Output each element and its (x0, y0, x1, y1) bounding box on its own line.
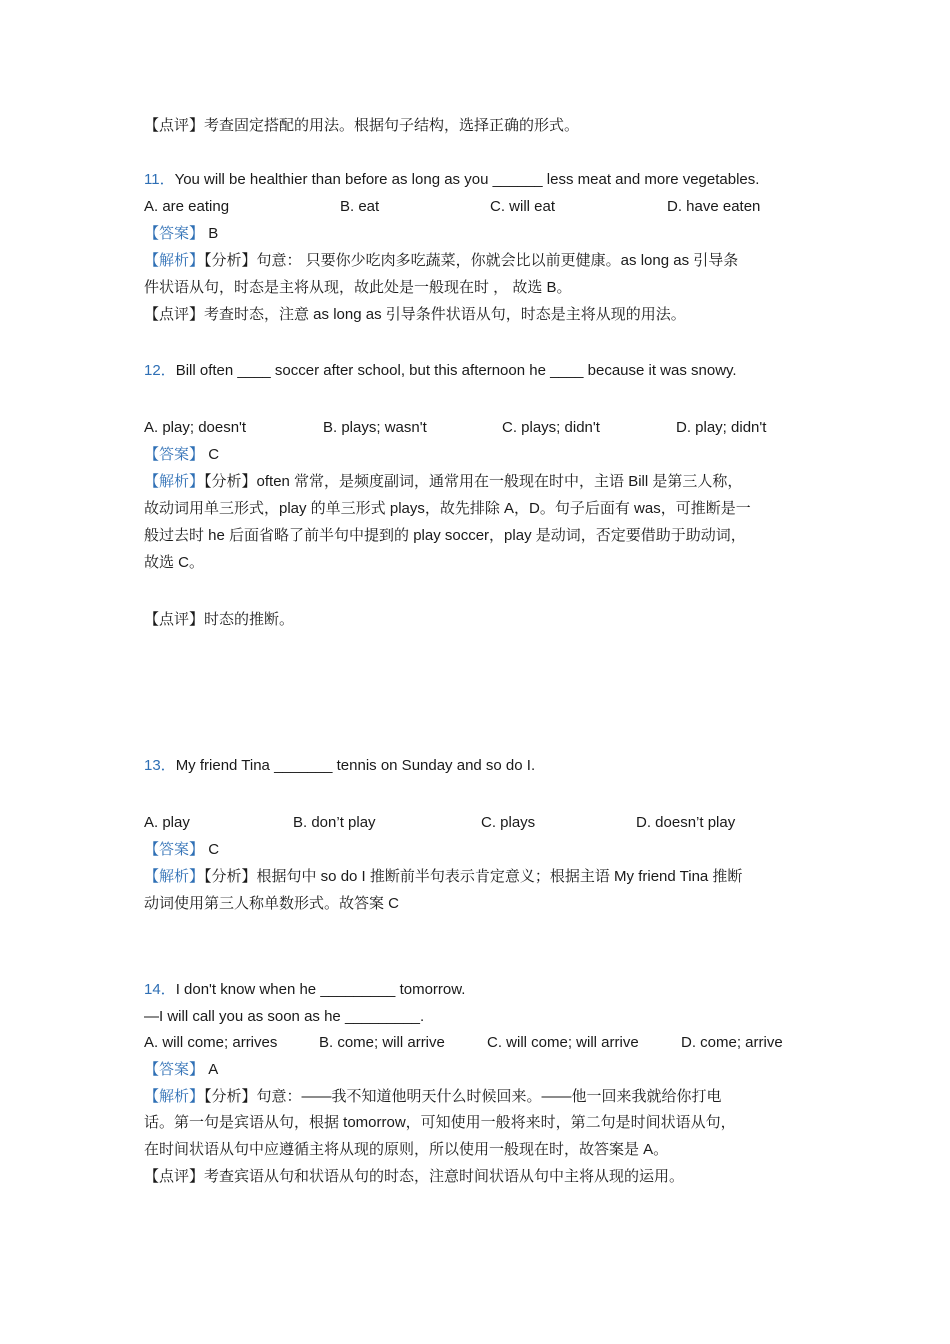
intro-comment (144, 116, 579, 136)
option-c: C. will come; will arrive (487, 1034, 639, 1051)
analysis-label: 【解析】 (144, 473, 205, 490)
option-c: C. plays (481, 814, 536, 831)
answer-label: 【答案】 (144, 1061, 205, 1078)
option-d: D. doesn’t play (636, 814, 736, 831)
stem-text: less meat and more vegetables. (542, 171, 760, 188)
comment-line (144, 305, 686, 325)
analysis-text: 【分析】根据句中 so do I 推断前半句表示肯定意义；根据主语 My friend Tina 推断 (204, 868, 743, 885)
answer-line (144, 840, 219, 860)
option-b: B. eat (340, 198, 380, 215)
question-number: 14． (144, 981, 176, 998)
answer-line (144, 1060, 218, 1080)
analysis-label: 【解析】 (144, 252, 205, 269)
question-14-line2 (144, 1007, 424, 1027)
analysis-line: 在时间状语从句中应遵循主将从现的原则，所以使用一般现在时，故答案是 A。 (144, 1141, 669, 1158)
answer-value: B (208, 225, 219, 242)
stem-text: Bill often (175, 362, 238, 379)
option-b: B. don’t play (293, 814, 376, 831)
answer-label: 【答案】 (144, 225, 205, 242)
option-d: D. come; arrive (681, 1034, 783, 1051)
analysis-line: 般过去时 he 后面省略了前半句中提到的 play soccer，play 是动词，否定要借助于助动词， (144, 527, 746, 544)
answer-label: 【答案】 (144, 446, 205, 463)
option-d: D. play; didn't (676, 419, 767, 436)
stem-text: I don't know when he (175, 981, 321, 998)
comment-line (144, 610, 294, 630)
option-c: C. will eat (490, 198, 556, 215)
stem-text: soccer after school, but this afternoon he (270, 362, 551, 379)
comment-text: 考查固定搭配的用法。根据句子结构，选择正确的形式。 (204, 117, 580, 134)
analysis-text: 【分析】often 常常，是频度副词，通常用在一般现在时中，主语 Bill 是第三人称， (204, 473, 743, 490)
answer-blank: _______ (274, 757, 333, 774)
option-a: A. play (144, 814, 190, 831)
answer-blank: _________ (344, 1008, 421, 1025)
option-c: C. plays; didn't (502, 419, 600, 436)
answer-value: C (208, 446, 220, 463)
answer-blank: ______ (492, 171, 543, 188)
answer-blank: ____ (237, 362, 271, 379)
comment-line (144, 1167, 684, 1187)
answer-value: C (208, 841, 220, 858)
answer-label: 【答案】 (144, 841, 205, 858)
answer-value: A (208, 1061, 219, 1078)
answer-line (144, 224, 218, 244)
answer-blank: ____ (550, 362, 584, 379)
analysis-text: 【分析】句意：——我不知道他明天什么时候回来。——他一回来我就给你打电 (204, 1088, 722, 1105)
question-number: 13． (144, 757, 176, 774)
question-number: 12． (144, 362, 176, 379)
question-13-stem (144, 756, 535, 776)
analysis-label: 【解析】 (144, 1088, 205, 1105)
comment-label: 【点评】 (144, 1168, 205, 1185)
analysis-line: 动词使用第三人称单数形式。故答案 C (144, 895, 400, 912)
answer-blank: _________ (320, 981, 396, 998)
analysis-label: 【解析】 (144, 868, 205, 885)
option-b: B. plays; wasn't (323, 419, 427, 436)
stem-text: tomorrow. (395, 981, 466, 998)
option-d: D. have eaten (667, 198, 761, 215)
comment-label: 【点评】 (144, 611, 205, 628)
analysis-line (144, 251, 738, 271)
analysis-line (144, 1087, 722, 1107)
stem-text: tennis on Sunday and so do I. (332, 757, 536, 774)
comment-label: 【点评】 (144, 117, 205, 134)
analysis-text: 【分析】句意： 只要你少吃肉多吃蔬菜，你就会比以前更健康。as long as 引导条 (204, 252, 739, 269)
stem-text: —I will call you as soon as he (144, 1008, 345, 1025)
comment-text: 时态的推断。 (204, 611, 295, 628)
question-12-stem (144, 361, 737, 381)
option-a: A. will come; arrives (144, 1034, 278, 1051)
stem-text: My friend Tina (175, 757, 275, 774)
analysis-line (144, 472, 742, 492)
question-number: 11． (144, 171, 175, 188)
comment-text: 考查宾语从句和状语从句的时态，注意时间状语从句中主将从现的运用。 (204, 1168, 685, 1185)
analysis-line: 件状语从句，时态是主将从现，故此处是一般现在时 ， 故选 B。 (144, 279, 572, 296)
analysis-line: 话。第一句是宾语从句，根据 tomorrow，可知使用一般将来时，第二句是时间状语从句， (144, 1114, 736, 1131)
comment-label: 【点评】 (144, 306, 205, 323)
stem-text: . (420, 1008, 425, 1025)
option-b: B. come; will arrive (319, 1034, 445, 1051)
option-a: A. are eating (144, 198, 230, 215)
stem-text: because it was snowy. (583, 362, 737, 379)
answer-line (144, 445, 219, 465)
stem-text: You will be healthier than before as long as you (174, 171, 493, 188)
question-14-stem (144, 980, 465, 1000)
comment-text: 考查时态，注意 as long as 引导条件状语从句，时态是主将从现的用法。 (204, 306, 686, 323)
analysis-line: 故动词用单三形式，play 的单三形式 plays，故先排除 A，D。句子后面有 was，可推断是一 (144, 500, 751, 517)
question-11-stem (144, 170, 759, 190)
analysis-line: 故选 C。 (144, 554, 205, 571)
option-a: A. play; doesn't (144, 419, 247, 436)
analysis-line (144, 867, 742, 887)
